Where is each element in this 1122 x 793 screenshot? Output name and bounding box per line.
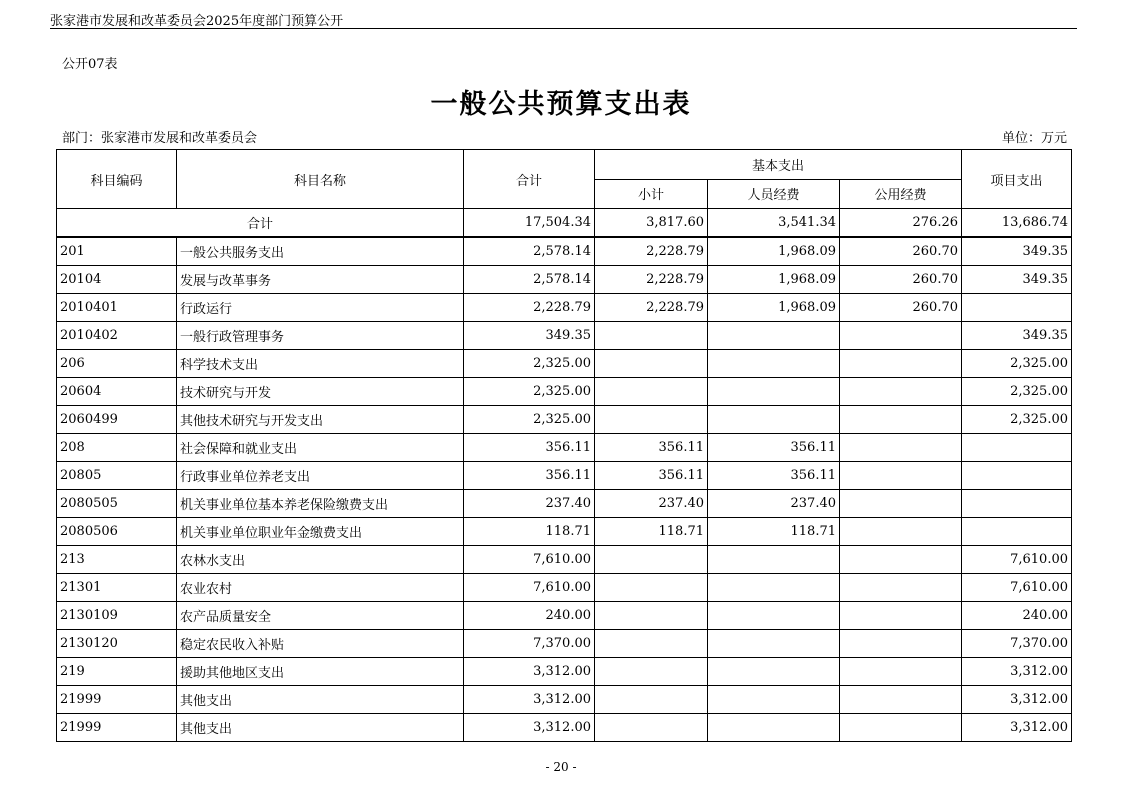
cell-name: 社会保障和就业支出 [177,434,464,462]
header-name: 科目名称 [177,150,464,209]
cell-personnel [708,350,840,378]
cell-total: 2,325.00 [464,378,595,406]
cell-subtotal [595,714,708,742]
total-row-personnel: 3,541.34 [708,209,840,238]
table-row [57,714,1072,742]
cell-code: 21999 [57,686,177,714]
cell-total: 2,325.00 [464,406,595,434]
cell-subtotal [595,406,708,434]
cell-code: 208 [57,434,177,462]
cell-personnel [708,714,840,742]
cell-code: 2060499 [57,406,177,434]
table-row [57,630,1072,658]
page-title: 一般公共预算支出表 [430,89,692,120]
cell-personnel: 356.11 [708,462,840,490]
cell-code: 206 [57,350,177,378]
total-row-total: 17,504.34 [464,209,595,238]
cell-code: 20604 [57,378,177,406]
cell-total: 7,610.00 [464,546,595,574]
cell-total: 2,228.79 [464,294,595,322]
cell-code: 219 [57,658,177,686]
total-row-public: 276.26 [840,209,962,238]
cell-public [840,602,962,630]
cell-subtotal: 2,228.79 [595,294,708,322]
cell-total: 3,312.00 [464,686,595,714]
cell-total: 2,325.00 [464,350,595,378]
table-row [57,266,1072,294]
cell-name: 稳定农民收入补贴 [177,630,464,658]
cell-public [840,630,962,658]
cell-personnel: 356.11 [708,434,840,462]
cell-subtotal [595,630,708,658]
page-number: - 20 - [545,760,577,774]
running-header: 张家港市发展和改革委员会2025年度部门预算公开 [50,14,344,29]
cell-personnel: 1,968.09 [708,294,840,322]
table-row [57,322,1072,350]
cell-total: 7,610.00 [464,574,595,602]
cell-personnel: 1,968.09 [708,237,840,266]
cell-project: 2,325.00 [962,378,1072,406]
cell-project: 3,312.00 [962,714,1072,742]
cell-public [840,406,962,434]
cell-name: 行政事业单位养老支出 [177,462,464,490]
department-label: 部门：张家港市发展和改革委员会 [62,131,258,146]
total-row-project: 13,686.74 [962,209,1072,238]
cell-personnel: 1,968.09 [708,266,840,294]
cell-code: 2080506 [57,518,177,546]
cell-name: 一般行政管理事务 [177,322,464,350]
cell-project [962,518,1072,546]
budget-table [56,149,1072,742]
cell-subtotal: 237.40 [595,490,708,518]
cell-project: 240.00 [962,602,1072,630]
cell-subtotal: 118.71 [595,518,708,546]
header-rule [50,28,1077,29]
total-row [57,209,1072,238]
table-row [57,574,1072,602]
cell-personnel [708,686,840,714]
cell-total: 240.00 [464,602,595,630]
cell-personnel: 118.71 [708,518,840,546]
cell-code: 201 [57,237,177,266]
cell-name: 科学技术支出 [177,350,464,378]
cell-project [962,490,1072,518]
cell-public [840,350,962,378]
cell-name: 一般公共服务支出 [177,237,464,266]
cell-code: 20104 [57,266,177,294]
cell-code: 2130109 [57,602,177,630]
cell-subtotal [595,658,708,686]
header-subtotal: 小计 [595,179,708,209]
header-total: 合计 [464,150,595,209]
cell-code: 2010401 [57,294,177,322]
table-row [57,406,1072,434]
table-row [57,294,1072,322]
table-row [57,462,1072,490]
cell-personnel [708,378,840,406]
cell-code: 2130120 [57,630,177,658]
cell-personnel [708,574,840,602]
cell-code: 21999 [57,714,177,742]
cell-project: 2,325.00 [962,406,1072,434]
cell-subtotal [595,322,708,350]
cell-total: 2,578.14 [464,266,595,294]
cell-project: 3,312.00 [962,658,1072,686]
cell-personnel [708,546,840,574]
cell-code: 20805 [57,462,177,490]
table-row [57,434,1072,462]
cell-personnel [708,322,840,350]
cell-project [962,434,1072,462]
cell-project: 349.35 [962,237,1072,266]
total-row-subtotal: 3,817.60 [595,209,708,238]
table-row [57,490,1072,518]
cell-project: 2,325.00 [962,350,1072,378]
cell-subtotal: 2,228.79 [595,237,708,266]
cell-project [962,462,1072,490]
table-row [57,350,1072,378]
table-row [57,546,1072,574]
cell-subtotal: 356.11 [595,434,708,462]
cell-subtotal: 356.11 [595,462,708,490]
cell-subtotal [595,546,708,574]
cell-public [840,378,962,406]
cell-name: 行政运行 [177,294,464,322]
cell-public [840,686,962,714]
cell-public: 260.70 [840,266,962,294]
cell-public [840,574,962,602]
cell-code: 2080505 [57,490,177,518]
total-row-label: 合计 [57,209,464,238]
cell-public: 260.70 [840,294,962,322]
cell-public [840,546,962,574]
cell-public [840,490,962,518]
cell-total: 2,578.14 [464,237,595,266]
cell-total: 356.11 [464,462,595,490]
cell-project: 349.35 [962,322,1072,350]
cell-public [840,714,962,742]
cell-total: 356.11 [464,434,595,462]
cell-name: 发展与改革事务 [177,266,464,294]
cell-name: 机关事业单位职业年金缴费支出 [177,518,464,546]
cell-public [840,434,962,462]
table-row [57,237,1072,266]
cell-name: 其他技术研究与开发支出 [177,406,464,434]
cell-total: 3,312.00 [464,714,595,742]
header-personnel: 人员经费 [708,179,840,209]
cell-total: 349.35 [464,322,595,350]
cell-public [840,658,962,686]
table-row [57,378,1072,406]
cell-project: 349.35 [962,266,1072,294]
cell-project: 3,312.00 [962,686,1072,714]
table-row [57,658,1072,686]
table-row [57,686,1072,714]
cell-personnel [708,658,840,686]
cell-subtotal: 2,228.79 [595,266,708,294]
cell-code: 213 [57,546,177,574]
cell-name: 机关事业单位基本养老保险缴费支出 [177,490,464,518]
cell-public [840,462,962,490]
cell-name: 农业农村 [177,574,464,602]
cell-code: 2010402 [57,322,177,350]
cell-public [840,322,962,350]
header-public: 公用经费 [840,179,962,209]
cell-name: 农产品质量安全 [177,602,464,630]
cell-code: 21301 [57,574,177,602]
cell-name: 农林水支出 [177,546,464,574]
cell-name: 技术研究与开发 [177,378,464,406]
cell-subtotal [595,350,708,378]
table-number: 公开07表 [62,57,118,72]
cell-personnel [708,406,840,434]
cell-public: 260.70 [840,237,962,266]
cell-subtotal [595,574,708,602]
cell-project: 7,610.00 [962,546,1072,574]
cell-project: 7,610.00 [962,574,1072,602]
cell-subtotal [595,686,708,714]
cell-total: 237.40 [464,490,595,518]
cell-name: 其他支出 [177,686,464,714]
cell-public [840,518,962,546]
cell-name: 其他支出 [177,714,464,742]
cell-personnel [708,602,840,630]
cell-subtotal [595,602,708,630]
header-code: 科目编码 [57,150,177,209]
cell-total: 3,312.00 [464,658,595,686]
table-row [57,602,1072,630]
unit-label: 单位：万元 [1001,131,1067,146]
cell-personnel [708,630,840,658]
cell-total: 118.71 [464,518,595,546]
cell-project: 7,370.00 [962,630,1072,658]
cell-name: 援助其他地区支出 [177,658,464,686]
cell-project [962,294,1072,322]
cell-personnel: 237.40 [708,490,840,518]
cell-subtotal [595,378,708,406]
header-project: 项目支出 [962,150,1072,209]
table-row [57,518,1072,546]
header-basic-group: 基本支出 [595,150,962,180]
cell-total: 7,370.00 [464,630,595,658]
